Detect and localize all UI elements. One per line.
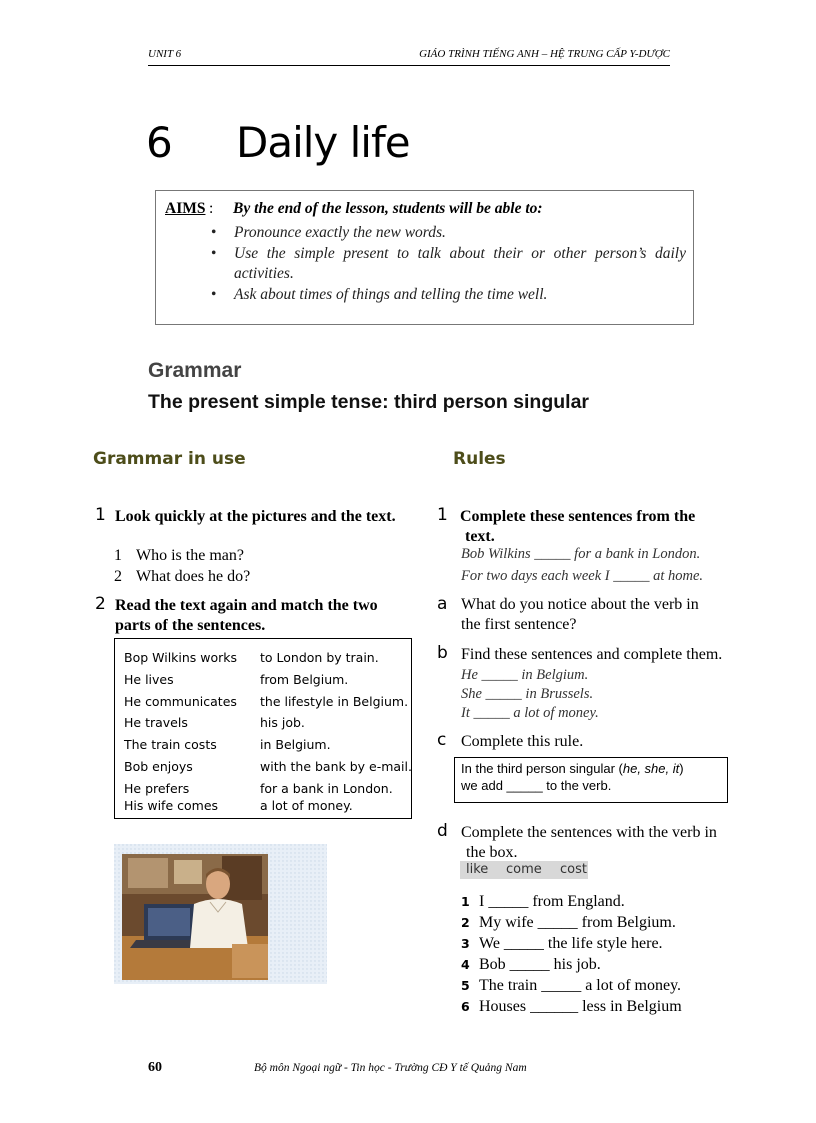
item-text: the box. — [466, 844, 518, 861]
unit-name: Daily life — [236, 118, 410, 167]
header-unit: UNIT 6 — [148, 48, 182, 60]
aims-item: • Use the simple present to talk about their or other person’s daily activities. — [208, 244, 686, 284]
sub-question-text: What does he do? — [136, 568, 251, 585]
item-text: Complete this rule. — [461, 733, 584, 750]
unit-number: 6 — [146, 118, 172, 167]
rule-pronouns: he, she, it — [622, 761, 680, 776]
match-right: his job. — [260, 715, 305, 730]
example-sentence: It _____ a lot of money. — [461, 705, 599, 721]
rule-box — [454, 757, 728, 803]
question-text: Complete these sentences from the — [460, 508, 696, 525]
item-letter: c — [437, 730, 447, 750]
match-left: The train costs — [124, 737, 217, 752]
question-text: Read the text again and match the two — [115, 597, 378, 614]
word-option: cost — [560, 862, 587, 877]
match-right: with the bank by e-mail. — [260, 759, 412, 774]
question-text: text. — [465, 528, 495, 545]
page-number: 60 — [148, 1060, 162, 1075]
aims-label: AIMS — [165, 200, 206, 217]
question-text: Look quickly at the pictures and the text. — [115, 508, 396, 525]
exercise-sentence: I _____ from England. — [479, 893, 625, 910]
matching-table — [114, 638, 412, 819]
aims-intro: By the end of the lesson, students will be able to: — [233, 200, 543, 217]
example-sentence: Bob Wilkins _____ for a bank in London. — [461, 546, 701, 562]
question-number: 1 — [437, 505, 448, 525]
header-course: GIÁO TRÌNH TIẾNG ANH – HỆ TRUNG CẤP Y-DƯỢC — [419, 48, 670, 60]
match-left: He communicates — [124, 694, 237, 709]
example-sentence: He _____ in Belgium. — [461, 667, 589, 683]
section-rules: Rules — [453, 449, 506, 469]
exercise-number: 5 — [461, 978, 470, 993]
item-text: What do you notice about the verb in — [461, 596, 699, 613]
match-right: to London by train. — [260, 650, 379, 665]
example-sentence: She _____ in Brussels. — [461, 686, 594, 702]
word-option: like — [466, 862, 489, 877]
match-left: He lives — [124, 672, 174, 687]
example-sentence: For two days each week I _____ at home. — [461, 568, 704, 584]
office-worker-illustration — [114, 844, 327, 984]
running-header — [148, 48, 670, 66]
rule-line — [461, 760, 684, 777]
exercise-number: 2 — [461, 915, 470, 930]
match-left: Bop Wilkins works — [124, 650, 238, 665]
grammar-heading: Grammar — [148, 359, 242, 382]
footer-text: Bộ môn Ngoại ngữ - Tin học - Trường CĐ Y tế Quảng Nam — [254, 1062, 527, 1074]
match-left: He prefers — [124, 781, 190, 796]
page-footer — [148, 1060, 618, 1078]
exercise-number: 6 — [461, 999, 470, 1014]
match-right: in Belgium. — [260, 737, 331, 752]
section-grammar-in-use: Grammar in use — [93, 449, 246, 469]
exercise-sentence: My wife _____ from Belgium. — [479, 914, 676, 931]
match-right: for a bank in London. — [260, 781, 393, 796]
sub-question-number: 1 — [114, 547, 122, 564]
office-worker-photo — [114, 844, 327, 984]
aims-list — [208, 223, 686, 306]
exercise-sentence: Houses ______ less in Belgium — [479, 998, 682, 1015]
aims-colon: : — [209, 200, 214, 217]
question-number: 1 — [95, 505, 106, 525]
exercise-sentence: We _____ the life style here. — [479, 935, 663, 952]
rule-text: ) — [679, 761, 684, 776]
exercise-number: 1 — [461, 894, 470, 909]
aims-item: • Ask about times of things and telling the time well. — [208, 285, 686, 305]
match-right: from Belgium. — [260, 672, 349, 687]
word-box — [460, 861, 588, 879]
question-number: 2 — [95, 594, 106, 614]
match-left: Bob enjoys — [124, 759, 193, 774]
rule-line: we add _____ to the verb. — [461, 778, 612, 793]
item-text: the first sentence? — [461, 616, 577, 633]
sub-question-number: 2 — [114, 568, 122, 585]
word-option: come — [506, 862, 542, 877]
item-text: Complete the sentences with the verb in — [461, 824, 717, 841]
match-left: He travels — [124, 715, 188, 730]
match-right: the lifestyle in Belgium. — [260, 694, 409, 709]
item-letter: d — [437, 821, 448, 841]
rule-text: In the third person singular ( — [461, 761, 623, 776]
aims-box — [155, 190, 694, 325]
exercise-sentence: The train _____ a lot of money. — [479, 977, 682, 994]
item-letter: a — [437, 594, 448, 614]
aims-item: • Pronounce exactly the new words. — [208, 223, 686, 243]
grammar-subheading: The present simple tense: third person singular — [148, 391, 590, 413]
item-letter: b — [437, 643, 448, 663]
exercise-number: 3 — [461, 936, 470, 951]
match-left: His wife comes — [124, 798, 219, 813]
question-text: parts of the sentences. — [115, 617, 266, 634]
sub-question-text: Who is the man? — [136, 547, 244, 564]
exercise-number: 4 — [461, 957, 470, 972]
match-right: a lot of money. — [260, 798, 353, 813]
item-text: Find these sentences and complete them. — [461, 646, 723, 663]
exercise-sentence: Bob _____ his job. — [479, 956, 601, 973]
